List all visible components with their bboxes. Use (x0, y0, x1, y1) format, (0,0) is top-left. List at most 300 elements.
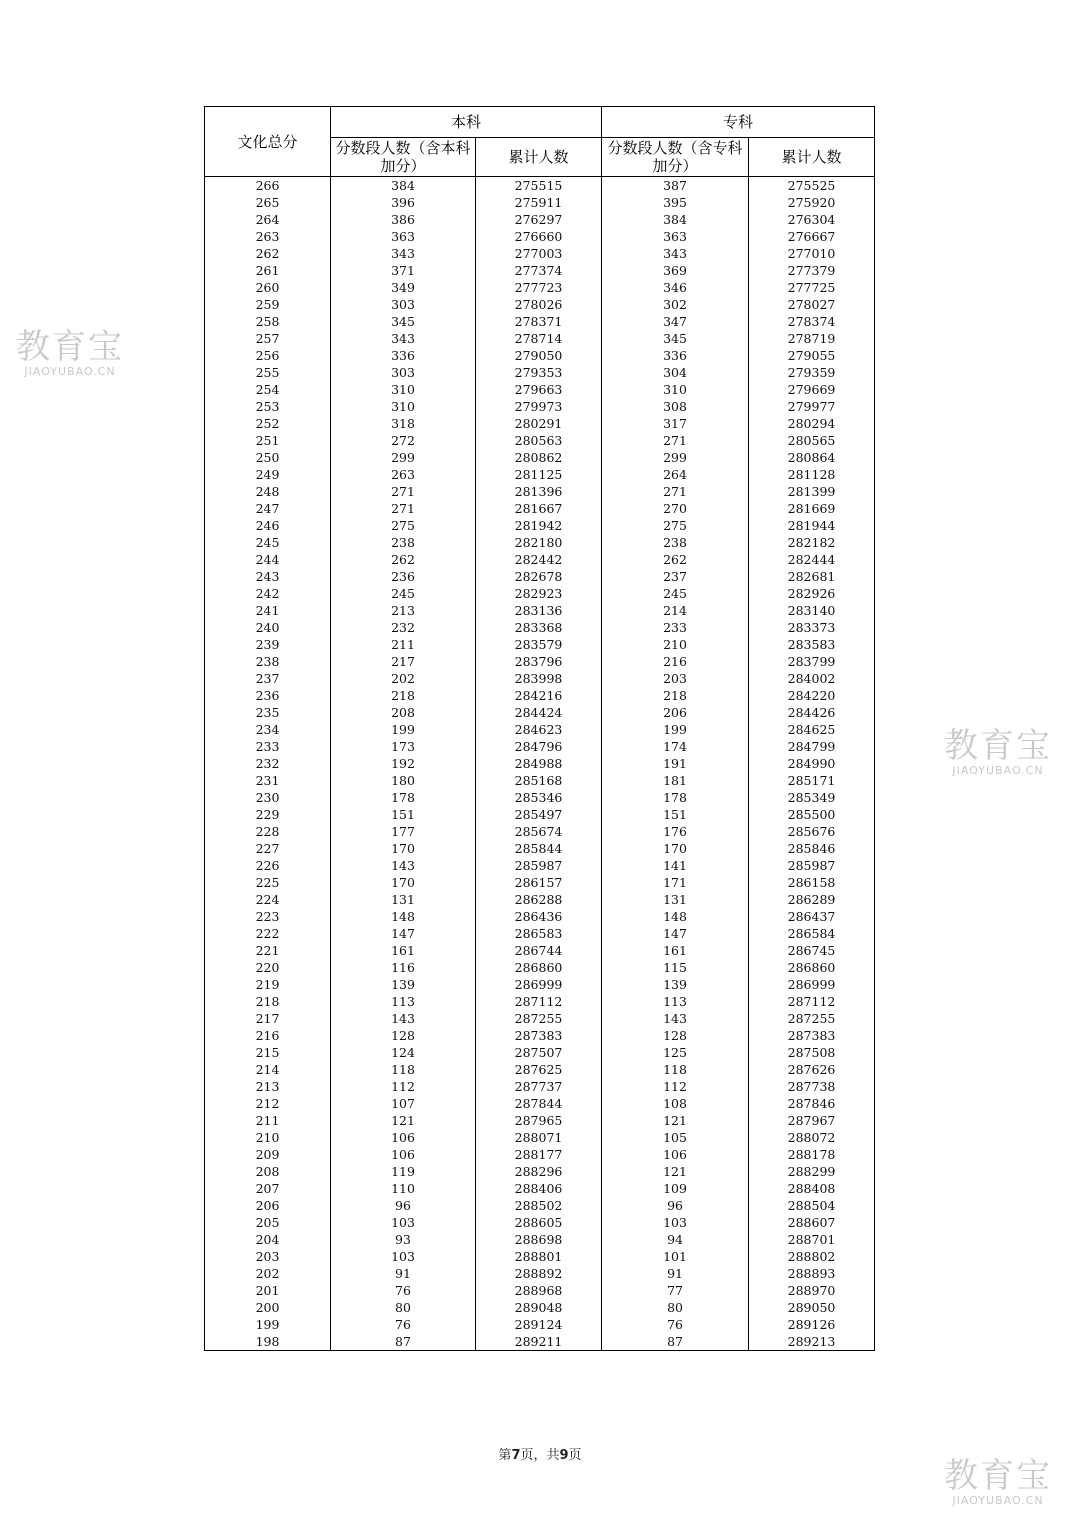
cell-benke-cumulative: 287507 (476, 1044, 602, 1061)
cell-benke-cumulative: 281125 (476, 466, 602, 483)
cell-zhuanke-segment: 87 (602, 1333, 749, 1351)
cell-score: 260 (205, 279, 331, 296)
cell-score: 227 (205, 840, 331, 857)
cell-score: 239 (205, 636, 331, 653)
cell-benke-segment: 161 (331, 942, 476, 959)
table-row (205, 738, 875, 755)
cell-score: 266 (205, 177, 331, 195)
cell-zhuanke-segment: 115 (602, 959, 749, 976)
table-row (205, 313, 875, 330)
cell-benke-segment: 318 (331, 415, 476, 432)
table-row (205, 228, 875, 245)
cell-benke-segment: 310 (331, 398, 476, 415)
cell-benke-segment: 386 (331, 211, 476, 228)
table-row (205, 568, 875, 585)
cell-benke-segment: 76 (331, 1316, 476, 1333)
cell-zhuanke-cumulative: 284799 (749, 738, 875, 755)
cell-zhuanke-cumulative: 278027 (749, 296, 875, 313)
cell-benke-segment: 211 (331, 636, 476, 653)
cell-benke-cumulative: 277723 (476, 279, 602, 296)
cell-benke-cumulative: 284623 (476, 721, 602, 738)
cell-zhuanke-segment: 176 (602, 823, 749, 840)
cell-score: 199 (205, 1316, 331, 1333)
cell-benke-cumulative: 282923 (476, 585, 602, 602)
cell-zhuanke-segment: 308 (602, 398, 749, 415)
cell-score: 211 (205, 1112, 331, 1129)
cell-score: 201 (205, 1282, 331, 1299)
cell-benke-segment: 236 (331, 568, 476, 585)
cell-benke-cumulative: 287737 (476, 1078, 602, 1095)
cell-benke-segment: 91 (331, 1265, 476, 1282)
watermark-url: JIAOYUBAO.CN (952, 764, 1044, 777)
table-body (205, 177, 875, 1351)
cell-zhuanke-segment: 131 (602, 891, 749, 908)
cell-benke-segment: 143 (331, 857, 476, 874)
cell-zhuanke-cumulative: 282182 (749, 534, 875, 551)
cell-zhuanke-cumulative: 284002 (749, 670, 875, 687)
table-row (205, 925, 875, 942)
cell-benke-cumulative: 285987 (476, 857, 602, 874)
cell-benke-cumulative: 286157 (476, 874, 602, 891)
cell-zhuanke-cumulative: 288802 (749, 1248, 875, 1265)
cell-score: 261 (205, 262, 331, 279)
table-row (205, 517, 875, 534)
cell-benke-segment: 107 (331, 1095, 476, 1112)
watermark-url: JIAOYUBAO.CN (952, 1494, 1044, 1507)
cell-zhuanke-segment: 271 (602, 483, 749, 500)
cell-benke-segment: 363 (331, 228, 476, 245)
cell-benke-segment: 118 (331, 1061, 476, 1078)
table-row (205, 211, 875, 228)
table-row (205, 466, 875, 483)
watermark-text: 教育宝 (16, 327, 124, 367)
cell-benke-segment: 396 (331, 194, 476, 211)
cell-score: 256 (205, 347, 331, 364)
cell-benke-cumulative: 282180 (476, 534, 602, 551)
cell-zhuanke-segment: 109 (602, 1180, 749, 1197)
cell-zhuanke-cumulative: 288607 (749, 1214, 875, 1231)
cell-benke-cumulative: 286288 (476, 891, 602, 908)
cell-score: 216 (205, 1027, 331, 1044)
table-row (205, 1299, 875, 1316)
cell-zhuanke-cumulative: 280565 (749, 432, 875, 449)
cell-zhuanke-cumulative: 287255 (749, 1010, 875, 1027)
table-row (205, 534, 875, 551)
cell-benke-segment: 202 (331, 670, 476, 687)
cell-benke-cumulative: 284796 (476, 738, 602, 755)
cell-zhuanke-segment: 387 (602, 177, 749, 195)
cell-benke-segment: 103 (331, 1214, 476, 1231)
watermark-text: 教育宝 (944, 1456, 1052, 1496)
cell-zhuanke-segment: 216 (602, 653, 749, 670)
header-score: 文化总分 (205, 107, 331, 177)
cell-zhuanke-cumulative: 285676 (749, 823, 875, 840)
cell-benke-cumulative: 283136 (476, 602, 602, 619)
cell-benke-segment: 128 (331, 1027, 476, 1044)
cell-score: 251 (205, 432, 331, 449)
cell-score: 248 (205, 483, 331, 500)
cell-benke-segment: 271 (331, 483, 476, 500)
cell-zhuanke-segment: 363 (602, 228, 749, 245)
cell-score: 264 (205, 211, 331, 228)
cell-benke-segment: 272 (331, 432, 476, 449)
table-row (205, 653, 875, 670)
table-row (205, 483, 875, 500)
cell-zhuanke-cumulative: 289050 (749, 1299, 875, 1316)
cell-benke-cumulative: 282442 (476, 551, 602, 568)
cell-score: 242 (205, 585, 331, 602)
table-row (205, 874, 875, 891)
cell-score: 212 (205, 1095, 331, 1112)
cell-zhuanke-segment: 191 (602, 755, 749, 772)
cell-benke-segment: 116 (331, 959, 476, 976)
table-row (205, 1027, 875, 1044)
cell-benke-cumulative: 278371 (476, 313, 602, 330)
cell-benke-cumulative: 281396 (476, 483, 602, 500)
cell-benke-cumulative: 286999 (476, 976, 602, 993)
footer-suffix: 页 (568, 1448, 582, 1463)
cell-zhuanke-cumulative: 284220 (749, 687, 875, 704)
cell-zhuanke-segment: 101 (602, 1248, 749, 1265)
cell-benke-segment: 275 (331, 517, 476, 534)
table-row (205, 1214, 875, 1231)
cell-benke-segment: 349 (331, 279, 476, 296)
cell-benke-cumulative: 284424 (476, 704, 602, 721)
cell-zhuanke-cumulative: 288504 (749, 1197, 875, 1214)
cell-zhuanke-segment: 218 (602, 687, 749, 704)
cell-benke-segment: 93 (331, 1231, 476, 1248)
cell-score: 235 (205, 704, 331, 721)
cell-zhuanke-cumulative: 275920 (749, 194, 875, 211)
cell-zhuanke-segment: 112 (602, 1078, 749, 1095)
cell-zhuanke-segment: 147 (602, 925, 749, 942)
cell-score: 241 (205, 602, 331, 619)
cell-benke-cumulative: 277374 (476, 262, 602, 279)
cell-zhuanke-segment: 262 (602, 551, 749, 568)
cell-benke-segment: 148 (331, 908, 476, 925)
cell-zhuanke-cumulative: 289126 (749, 1316, 875, 1333)
cell-zhuanke-cumulative: 281669 (749, 500, 875, 517)
cell-benke-cumulative: 283998 (476, 670, 602, 687)
cell-zhuanke-segment: 141 (602, 857, 749, 874)
cell-zhuanke-segment: 76 (602, 1316, 749, 1333)
cell-benke-cumulative: 288071 (476, 1129, 602, 1146)
cell-score: 202 (205, 1265, 331, 1282)
cell-zhuanke-cumulative: 286745 (749, 942, 875, 959)
cell-benke-segment: 371 (331, 262, 476, 279)
cell-benke-segment: 217 (331, 653, 476, 670)
cell-zhuanke-cumulative: 281944 (749, 517, 875, 534)
footer-total-pages: 9 (559, 1448, 569, 1463)
cell-benke-cumulative: 286744 (476, 942, 602, 959)
table-row (205, 364, 875, 381)
cell-zhuanke-cumulative: 287738 (749, 1078, 875, 1095)
cell-benke-cumulative: 289211 (476, 1333, 602, 1351)
table-row (205, 330, 875, 347)
cell-zhuanke-segment: 210 (602, 636, 749, 653)
cell-benke-segment: 343 (331, 330, 476, 347)
cell-zhuanke-segment: 384 (602, 211, 749, 228)
cell-benke-cumulative: 285497 (476, 806, 602, 823)
cell-zhuanke-cumulative: 279359 (749, 364, 875, 381)
cell-zhuanke-cumulative: 284625 (749, 721, 875, 738)
cell-zhuanke-segment: 245 (602, 585, 749, 602)
cell-benke-segment: 151 (331, 806, 476, 823)
table-row (205, 670, 875, 687)
page-footer (0, 1444, 1080, 1463)
cell-benke-segment: 131 (331, 891, 476, 908)
cell-zhuanke-cumulative: 287383 (749, 1027, 875, 1044)
table-row (205, 449, 875, 466)
cell-benke-cumulative: 288296 (476, 1163, 602, 1180)
cell-benke-cumulative: 285844 (476, 840, 602, 857)
cell-zhuanke-segment: 77 (602, 1282, 749, 1299)
cell-score: 223 (205, 908, 331, 925)
cell-benke-cumulative: 289048 (476, 1299, 602, 1316)
cell-zhuanke-segment: 238 (602, 534, 749, 551)
cell-benke-segment: 232 (331, 619, 476, 636)
cell-zhuanke-segment: 304 (602, 364, 749, 381)
cell-score: 249 (205, 466, 331, 483)
cell-benke-segment: 299 (331, 449, 476, 466)
cell-score: 236 (205, 687, 331, 704)
cell-zhuanke-cumulative: 278374 (749, 313, 875, 330)
cell-benke-cumulative: 286583 (476, 925, 602, 942)
cell-zhuanke-cumulative: 287508 (749, 1044, 875, 1061)
table-row (205, 1265, 875, 1282)
cell-score: 214 (205, 1061, 331, 1078)
cell-zhuanke-cumulative: 288299 (749, 1163, 875, 1180)
footer-mid: 页，共 (520, 1448, 560, 1463)
table-row (205, 1095, 875, 1112)
cell-zhuanke-segment: 181 (602, 772, 749, 789)
cell-benke-cumulative: 286436 (476, 908, 602, 925)
cell-score: 257 (205, 330, 331, 347)
cell-zhuanke-segment: 94 (602, 1231, 749, 1248)
cell-zhuanke-segment: 121 (602, 1163, 749, 1180)
cell-zhuanke-segment: 174 (602, 738, 749, 755)
cell-zhuanke-segment: 118 (602, 1061, 749, 1078)
cell-benke-cumulative: 276297 (476, 211, 602, 228)
cell-zhuanke-cumulative: 288178 (749, 1146, 875, 1163)
table-row (205, 993, 875, 1010)
cell-score: 210 (205, 1129, 331, 1146)
cell-score: 228 (205, 823, 331, 840)
cell-benke-cumulative: 279663 (476, 381, 602, 398)
cell-zhuanke-cumulative: 281399 (749, 483, 875, 500)
cell-zhuanke-cumulative: 282444 (749, 551, 875, 568)
cell-zhuanke-segment: 113 (602, 993, 749, 1010)
header-zhuanke: 专科 (602, 107, 875, 138)
cell-score: 220 (205, 959, 331, 976)
cell-score: 209 (205, 1146, 331, 1163)
cell-score: 244 (205, 551, 331, 568)
cell-zhuanke-cumulative: 275525 (749, 177, 875, 195)
table-row (205, 585, 875, 602)
cell-benke-cumulative: 283796 (476, 653, 602, 670)
cell-zhuanke-cumulative: 286584 (749, 925, 875, 942)
table-row (205, 1129, 875, 1146)
cell-zhuanke-segment: 369 (602, 262, 749, 279)
cell-benke-cumulative: 288801 (476, 1248, 602, 1265)
cell-zhuanke-segment: 108 (602, 1095, 749, 1112)
cell-zhuanke-segment: 345 (602, 330, 749, 347)
cell-benke-cumulative: 279353 (476, 364, 602, 381)
cell-zhuanke-cumulative: 283140 (749, 602, 875, 619)
cell-zhuanke-segment: 336 (602, 347, 749, 364)
cell-benke-segment: 384 (331, 177, 476, 195)
cell-zhuanke-segment: 395 (602, 194, 749, 211)
cell-score: 198 (205, 1333, 331, 1351)
table-row (205, 908, 875, 925)
cell-score: 231 (205, 772, 331, 789)
cell-zhuanke-cumulative: 286860 (749, 959, 875, 976)
cell-zhuanke-cumulative: 285987 (749, 857, 875, 874)
cell-benke-cumulative: 287625 (476, 1061, 602, 1078)
cell-score: 225 (205, 874, 331, 891)
cell-benke-cumulative: 281667 (476, 500, 602, 517)
cell-zhuanke-cumulative: 284990 (749, 755, 875, 772)
cell-zhuanke-cumulative: 286437 (749, 908, 875, 925)
cell-benke-segment: 303 (331, 364, 476, 381)
cell-score: 232 (205, 755, 331, 772)
cell-zhuanke-segment: 143 (602, 1010, 749, 1027)
cell-benke-cumulative: 288406 (476, 1180, 602, 1197)
cell-benke-cumulative: 280291 (476, 415, 602, 432)
cell-benke-cumulative: 286860 (476, 959, 602, 976)
cell-score: 230 (205, 789, 331, 806)
table-row (205, 296, 875, 313)
cell-benke-cumulative: 280563 (476, 432, 602, 449)
header-zhuanke-cumulative: 累计人数 (749, 138, 875, 177)
table-row (205, 245, 875, 262)
cell-zhuanke-segment: 310 (602, 381, 749, 398)
watermark-logo (944, 1456, 1052, 1507)
cell-zhuanke-segment: 271 (602, 432, 749, 449)
cell-zhuanke-cumulative: 285349 (749, 789, 875, 806)
table-row (205, 823, 875, 840)
table-row (205, 1333, 875, 1351)
cell-benke-segment: 343 (331, 245, 476, 262)
header-benke-cumulative: 累计人数 (476, 138, 602, 177)
cell-benke-segment: 180 (331, 772, 476, 789)
cell-score: 206 (205, 1197, 331, 1214)
cell-benke-cumulative: 287255 (476, 1010, 602, 1027)
cell-score: 234 (205, 721, 331, 738)
cell-score: 259 (205, 296, 331, 313)
table-row (205, 1180, 875, 1197)
header-benke-segment: 分数段人数（含本科加分） (331, 138, 476, 177)
cell-zhuanke-segment: 203 (602, 670, 749, 687)
cell-score: 233 (205, 738, 331, 755)
cell-benke-cumulative: 280862 (476, 449, 602, 466)
cell-benke-segment: 192 (331, 755, 476, 772)
cell-zhuanke-cumulative: 286999 (749, 976, 875, 993)
cell-benke-segment: 263 (331, 466, 476, 483)
cell-benke-cumulative: 287844 (476, 1095, 602, 1112)
header-zhuanke-segment: 分数段人数（含专科加分） (602, 138, 749, 177)
score-table (204, 106, 875, 1351)
cell-benke-segment: 170 (331, 840, 476, 857)
cell-score: 226 (205, 857, 331, 874)
table-row (205, 1316, 875, 1333)
cell-zhuanke-cumulative: 289213 (749, 1333, 875, 1351)
cell-benke-segment: 208 (331, 704, 476, 721)
table-row (205, 959, 875, 976)
cell-score: 219 (205, 976, 331, 993)
cell-zhuanke-cumulative: 287626 (749, 1061, 875, 1078)
cell-zhuanke-segment: 151 (602, 806, 749, 823)
cell-score: 200 (205, 1299, 331, 1316)
cell-zhuanke-cumulative: 288701 (749, 1231, 875, 1248)
cell-zhuanke-cumulative: 279977 (749, 398, 875, 415)
footer-page-number: 7 (511, 1448, 521, 1463)
table-row (205, 704, 875, 721)
table-row (205, 415, 875, 432)
cell-benke-cumulative: 281942 (476, 517, 602, 534)
cell-zhuanke-cumulative: 284426 (749, 704, 875, 721)
table-row (205, 1010, 875, 1027)
cell-benke-segment: 76 (331, 1282, 476, 1299)
cell-zhuanke-cumulative: 276667 (749, 228, 875, 245)
cell-score: 245 (205, 534, 331, 551)
table-row (205, 942, 875, 959)
cell-score: 222 (205, 925, 331, 942)
cell-benke-segment: 173 (331, 738, 476, 755)
table-row (205, 1061, 875, 1078)
cell-score: 224 (205, 891, 331, 908)
cell-zhuanke-segment: 233 (602, 619, 749, 636)
cell-benke-segment: 199 (331, 721, 476, 738)
table-row (205, 279, 875, 296)
cell-benke-segment: 238 (331, 534, 476, 551)
cell-benke-cumulative: 275911 (476, 194, 602, 211)
table-row (205, 177, 875, 195)
cell-benke-segment: 143 (331, 1010, 476, 1027)
cell-score: 205 (205, 1214, 331, 1231)
cell-benke-segment: 121 (331, 1112, 476, 1129)
cell-score: 263 (205, 228, 331, 245)
cell-score: 247 (205, 500, 331, 517)
table-row (205, 687, 875, 704)
cell-zhuanke-segment: 347 (602, 313, 749, 330)
cell-score: 218 (205, 993, 331, 1010)
cell-benke-segment: 218 (331, 687, 476, 704)
cell-zhuanke-cumulative: 280294 (749, 415, 875, 432)
cell-zhuanke-segment: 317 (602, 415, 749, 432)
cell-zhuanke-cumulative: 283583 (749, 636, 875, 653)
cell-score: 254 (205, 381, 331, 398)
cell-benke-cumulative: 285168 (476, 772, 602, 789)
cell-zhuanke-cumulative: 287967 (749, 1112, 875, 1129)
cell-score: 221 (205, 942, 331, 959)
cell-zhuanke-segment: 171 (602, 874, 749, 891)
table-row (205, 772, 875, 789)
cell-benke-cumulative: 285674 (476, 823, 602, 840)
cell-benke-segment: 245 (331, 585, 476, 602)
cell-score: 229 (205, 806, 331, 823)
cell-zhuanke-cumulative: 285500 (749, 806, 875, 823)
cell-zhuanke-segment: 96 (602, 1197, 749, 1214)
cell-benke-segment: 112 (331, 1078, 476, 1095)
cell-zhuanke-segment: 125 (602, 1044, 749, 1061)
watermark-logo (944, 726, 1052, 777)
table-row (205, 500, 875, 517)
footer-prefix: 第 (498, 1448, 512, 1463)
table-row (205, 347, 875, 364)
cell-score: 207 (205, 1180, 331, 1197)
cell-benke-cumulative: 287965 (476, 1112, 602, 1129)
